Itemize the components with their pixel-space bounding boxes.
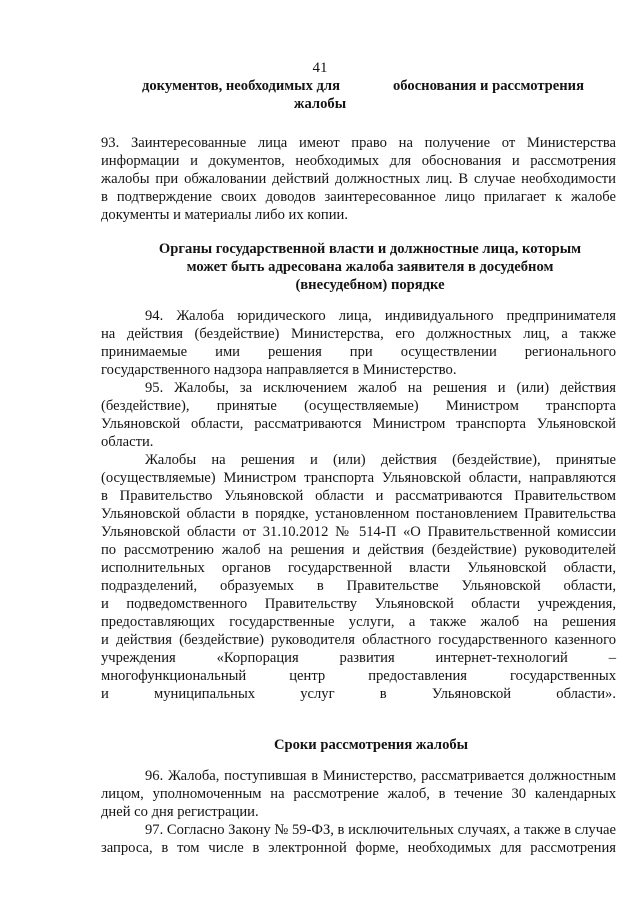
- para-94-line-3: принимаемые ими решения при осуществлении регионального: [101, 344, 616, 360]
- para-minister-line-8: подразделений, образуемых в Правительстве Ульяновской области,: [101, 578, 616, 594]
- para-minister-line-14: и муниципальных услуг в Ульяновской области».: [101, 686, 616, 702]
- heading-line-2: жалобы: [293, 96, 347, 112]
- para-93-line-4: в подтверждение своих доводов заинтересованное лицо прилагает к жалобе: [101, 189, 616, 205]
- para-minister-line-1: Жалобы на решения и (или) действия (бездействие), принятые: [145, 452, 616, 468]
- heading-line-1a: документов, необходимых для: [142, 78, 340, 94]
- para-minister-line-9: и подведомственного Правительству Ульяновской области учреждения,: [101, 596, 616, 612]
- para-minister-line-6: по рассмотрению жалоб на решения и действия (бездействие) руководителей: [101, 542, 616, 558]
- para-minister-line-7: исполнительных органов государственной власти Ульяновской области,: [101, 560, 616, 576]
- para-minister-line-12: учреждения «Корпорация развития интернет-технологий –: [101, 650, 616, 666]
- para-minister-line-3: в Правительство Ульяновской области и рассматриваются Правительством: [101, 488, 616, 504]
- section-heading-organs-line-3: (внесудебном) порядке: [295, 277, 445, 293]
- para-93-line-5: документы и материалы либо их копии.: [101, 207, 349, 223]
- section-heading-terms: Сроки рассмотрения жалобы: [273, 737, 469, 753]
- para-95-line-1: 95. Жалобы, за исключением жалоб на решения и (или) действия: [145, 380, 616, 396]
- para-95-line-2: (бездействие), принятые (осуществляемые) Министром транспорта: [101, 398, 616, 414]
- para-96-line-1: 96. Жалоба, поступившая в Министерство, рассматривается должностным: [145, 768, 616, 784]
- para-minister-line-10: предоставляющих государственные услуги, а также жалоб на решения: [101, 614, 616, 630]
- para-93-line-3: жалобы при обжаловании действий должностных лиц. В случае необходимости: [101, 171, 616, 187]
- para-minister-line-2: (осуществляемые) Министром транспорта Ульяновской области, направляются: [101, 470, 616, 486]
- para-93-line-2: информации и документов, необходимых для обоснования и рассмотрения: [101, 153, 616, 169]
- para-minister-line-4: Ульяновской области в порядке, установленном постановлением Правительства: [101, 506, 616, 522]
- para-96-line-2: лицом, уполномоченным на рассмотрение жалоб, в течение 30 календарных: [101, 786, 616, 802]
- para-minister-line-5: Ульяновской области от 31.10.2012 № 514-П «О Правительственной комиссии: [101, 524, 616, 540]
- section-heading-organs-line-1: Органы государственной власти и должностные лица, которым: [158, 241, 582, 257]
- para-94-line-1: 94. Жалоба юридического лица, индивидуального предпринимателя: [145, 308, 616, 324]
- para-95-line-3: Ульяновской области, рассматриваются Министром транспорта Ульяновской: [101, 416, 616, 432]
- para-minister-line-11: и действия (бездействие) руководителя областного государственного казенного: [101, 632, 616, 648]
- para-minister-line-13: многофункциональный центр предоставления государственных: [101, 668, 616, 684]
- para-95-line-4: области.: [101, 434, 154, 450]
- para-97-line-1: 97. Согласно Закону № 59-ФЗ, в исключительных случаях, а также в случае: [145, 822, 616, 838]
- page-number: 41: [312, 60, 328, 76]
- para-96-line-3: дней со дня регистрации.: [101, 804, 259, 820]
- para-97-line-2: запроса, в том числе в электронной форме, необходимых для рассмотрения: [101, 840, 616, 856]
- section-heading-organs-line-2: может быть адресована жалоба заявителя в досудебном: [186, 259, 554, 275]
- heading-line-1b: обоснования и рассмотрения: [393, 78, 584, 94]
- para-94-line-4: государственного надзора направляется в Министерство.: [101, 362, 457, 378]
- para-94-line-2: на действия (бездействие) Министерства, его должностных лиц, а также: [101, 326, 616, 342]
- para-93-line-1: 93. Заинтересованные лица имеют право на получение от Министерства: [101, 135, 616, 151]
